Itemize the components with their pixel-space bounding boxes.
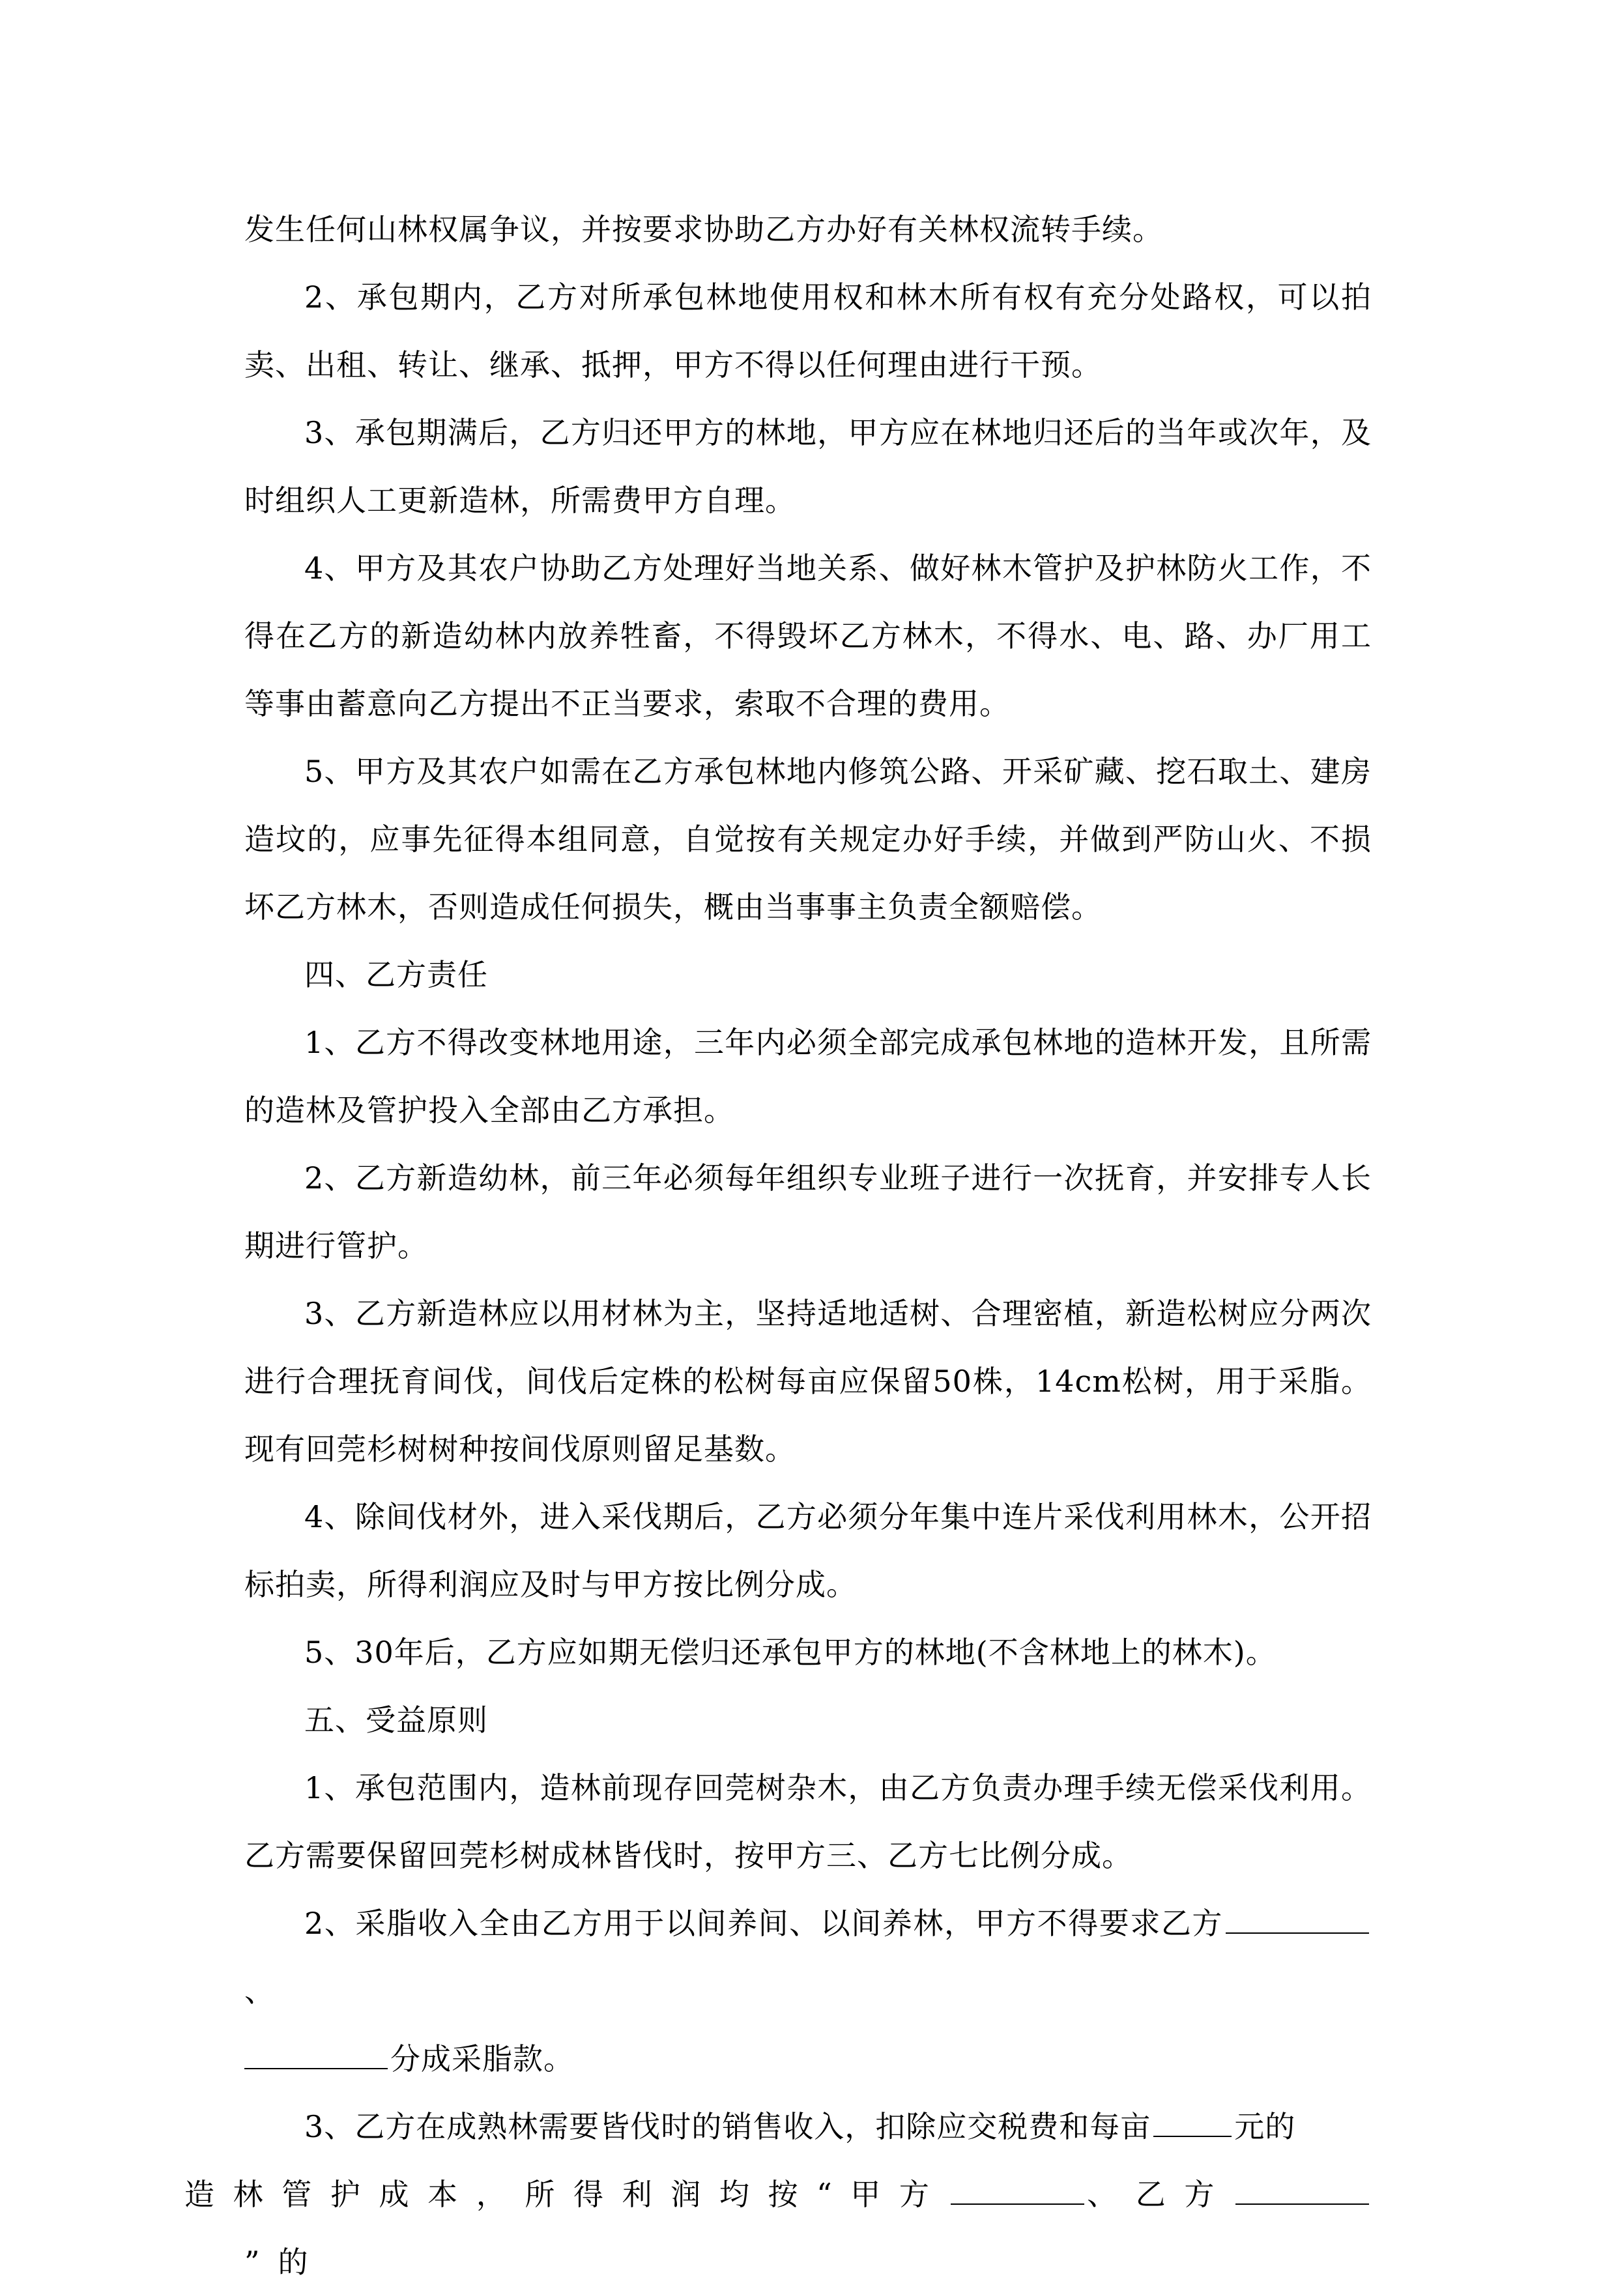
paragraph: 1、乙方不得改变林地用途，三年内必须全部完成承包林地的造林开发，且所需的造林及管护投入全部由乙方承担。	[244, 1025, 1372, 1128]
paragraph: 3、乙方新造林应以用材林为主，坚持适地适树、合理密植，新造松树应分两次进行合理抚育间伐，间伐后定株的松树每亩应保留50株，14cm松树，用于采脂。现有回莞杉树树种按间伐原则留足基数。	[244, 1296, 1372, 1467]
paragraph: 4、甲方及其农户协助乙方处理好当地关系、做好林木管护及护林防火工作，不得在乙方的新造幼林内放养牲畜，不得毁坏乙方林木，不得水、电、路、办厂用工等事由蓄意向乙方提出不正当要求，索取不合理的费用。	[244, 551, 1372, 721]
paragraph: 1、承包范围内，造林前现存回莞树杂木，由乙方负责办理手续无偿采伐利用。乙方需要保留回莞杉树成林皆伐时，按甲方三、乙方七比例分成。	[244, 1770, 1372, 1873]
text-segment: 、乙方	[1086, 2177, 1233, 2212]
paragraph: 2、乙方新造幼林，前三年必须每年组织专业班子进行一次抚育，并安排专人长期进行管护。	[244, 1160, 1372, 1263]
text-segment: 3、乙方在成熟林需要皆伐时的销售收入，扣除应交税费和每亩	[304, 2109, 1151, 2144]
blank-line	[1235, 2177, 1369, 2205]
paragraph: 发生任何山林权属争议，并按要求协助乙方办好有关林权流转手续。	[244, 212, 1163, 247]
text-segment: 2、采脂收入全由乙方用于以间养间、以间养林，甲方不得要求乙方	[304, 1906, 1223, 1941]
paragraph: 3、承包期满后，乙方归还甲方的林地，甲方应在林地归还后的当年或次年，及时组织人工更新造林，所需费甲方自理。	[244, 415, 1372, 518]
paragraph-with-blanks	[184, 2093, 1372, 2296]
text-segment: 、	[244, 1973, 275, 2009]
text-segment: 分成采脂款。	[390, 2041, 574, 2076]
paragraph-with-blanks	[244, 1889, 1372, 2093]
document-body	[184, 195, 1372, 2296]
blank-line	[1153, 2110, 1232, 2137]
text-segment: 造林管护成本，所得利润均按“甲方	[184, 2177, 948, 2212]
text-segment: ”的	[244, 2245, 326, 2280]
paragraph: 4、除间伐材外，进入采伐期后，乙方必须分年集中连片采伐利用林木，公开招标拍卖，所得利润应及时与甲方按比例分成。	[244, 1499, 1372, 1602]
text-segment: 元的	[1234, 2109, 1296, 2144]
paragraph: 5、30年后，乙方应如期无偿归还承包甲方的林地(不含林地上的林木)。	[304, 1635, 1277, 1670]
section-heading: 五、受益原则	[304, 1702, 488, 1738]
blank-line	[951, 2177, 1084, 2205]
paragraph: 5、甲方及其农户如需在乙方承包林地内修筑公路、开采矿藏、挖石取土、建房造坟的，应事先征得本组同意，自觉按有关规定办好手续，并做到严防山火、不损坏乙方林木，否则造成任何损失，概由当事事主负责全额赔偿。	[244, 754, 1372, 925]
section-heading: 四、乙方责任	[304, 957, 488, 992]
blank-line	[244, 2042, 388, 2069]
blank-line	[1226, 1906, 1369, 1934]
paragraph: 2、承包期内，乙方对所承包林地使用权和林木所有权有充分处路权，可以拍卖、出租、转让、继承、抵押，甲方不得以任何理由进行干预。	[244, 280, 1372, 382]
